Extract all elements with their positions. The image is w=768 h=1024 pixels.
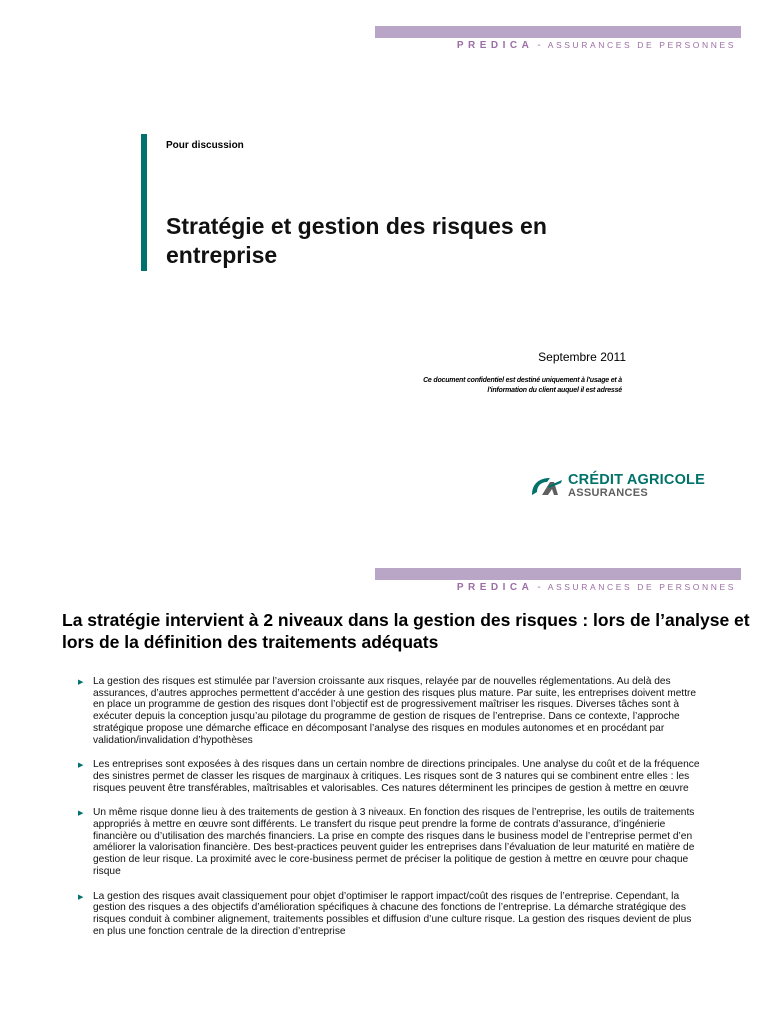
triangle-right-icon: ▶ <box>78 679 84 686</box>
triangle-right-icon: ▶ <box>78 810 84 818</box>
logo-name: CRÉDIT AGRICOLE <box>568 472 705 488</box>
discussion-tag: Pour discussion <box>166 140 244 151</box>
slide2-header-band-label <box>457 582 736 593</box>
bullet-text: La gestion des risques avait classiquement pour objet d’optimiser le rapport impact/coût des risques de l’entreprise. Cependant, la gestion des risques a des objectifs d’amélioration spécifiques à chacune des fonctions de l’entreprise. La démarche stratégique des risques conduit à combiner alignement, traitements possibles et diffusion d’une culture risque. La gestion des risques devient de plus en plus une fonction centrale de la direction d’entreprise <box>93 890 692 937</box>
brand-subtitle: ASSURANCES DE PERSONNES <box>547 40 736 50</box>
brand-name: PREDICA <box>456 40 534 51</box>
bullet-item <box>78 676 704 746</box>
triangle-right-icon: ▶ <box>78 762 84 770</box>
bullet-text: Un même risque donne lieu à des traitements de gestion à 3 niveaux. En fonction des risques de l’entreprise, les outils de traitements appropriés à mettre en œuvre sont différents. Le transfert du risque peut prendre la forme de contrats d’assurance, d’ingénierie financière ou d’utilisation des marchés financiers. La prise en compte des risques dans le business model de l’entreprise permet d’en améliorer la valorisation financière. Des best-practices peuvent guider les entreprises dans l’évaluation de leur maturité en matière de gestion de leur risque. La proximité avec le core-business permet de préciser la politique de gestion à mettre en œuvre pour chaque risque <box>93 807 695 877</box>
slide2-brand-subtitle: ASSURANCES DE PERSONNES <box>547 582 736 592</box>
bullet-text: La gestion des risques est stimulée par l’aversion croissante aux risques, relayée par de nouvelles réglementations. Au delà des assurances, d’autres approches permettent d’accéder à une gestion des risques plus mature. Par suite, les entreprises doivent mettre en place un programme de gestion des risques dont l’objectif est de progressivement maîtriser les risques. Diverses tâches sont à exécuter depuis la conception jusqu’au pilotage du programme de gestion de risques de l’entreprise. Dans ce contexte, l’approche stratégique propose une démarche efficace en décomposant l’analyse des risques en modules autonomes et en procédant par validation/invalidation d’hypothèses <box>93 676 697 746</box>
credit-agricole-logo-icon <box>528 475 564 499</box>
brand-separator: - <box>537 40 544 51</box>
header-band-label <box>457 40 736 51</box>
confidentiality-note: Ce document confidentiel est destiné uniquement à l'usage et à l'information du client auquel il est adressé <box>423 377 622 394</box>
slide2-heading: La stratégie intervient à 2 niveaux dans la gestion des risques : lors de l’analyse et lors de la définition des traitements adéquats <box>62 610 750 652</box>
bullet-text: Les entreprises sont exposées à des risques dans un certain nombre de directions principales. Une analyse du coût et de la fréquence des sinistres permet de classer les risques de marginaux à critiques. Les risques sont de 3 natures qui se combinent entre elles : les risques peuvent être transférables, maîtrisables et valorisables. Ces natures déterminent les principes de gestion à mettre en œuvre <box>93 759 700 794</box>
slide2-header-band <box>375 568 741 580</box>
credit-agricole-logo <box>528 472 728 502</box>
accent-bar <box>141 134 147 271</box>
header-band <box>375 26 741 38</box>
triangle-right-icon: ▶ <box>78 893 84 901</box>
slide2-brand-name: PREDICA <box>456 582 534 593</box>
bullet-item <box>78 759 704 794</box>
cover-date: Septembre 2011 <box>538 350 626 364</box>
bullet-list <box>78 676 704 950</box>
logo-subtitle: ASSURANCES <box>568 487 649 499</box>
cover-title: Stratégie et gestion des risques en entreprise <box>166 213 547 268</box>
bullet-item <box>78 891 704 938</box>
bullet-item <box>78 807 704 877</box>
slide2-brand-separator: - <box>537 582 544 593</box>
